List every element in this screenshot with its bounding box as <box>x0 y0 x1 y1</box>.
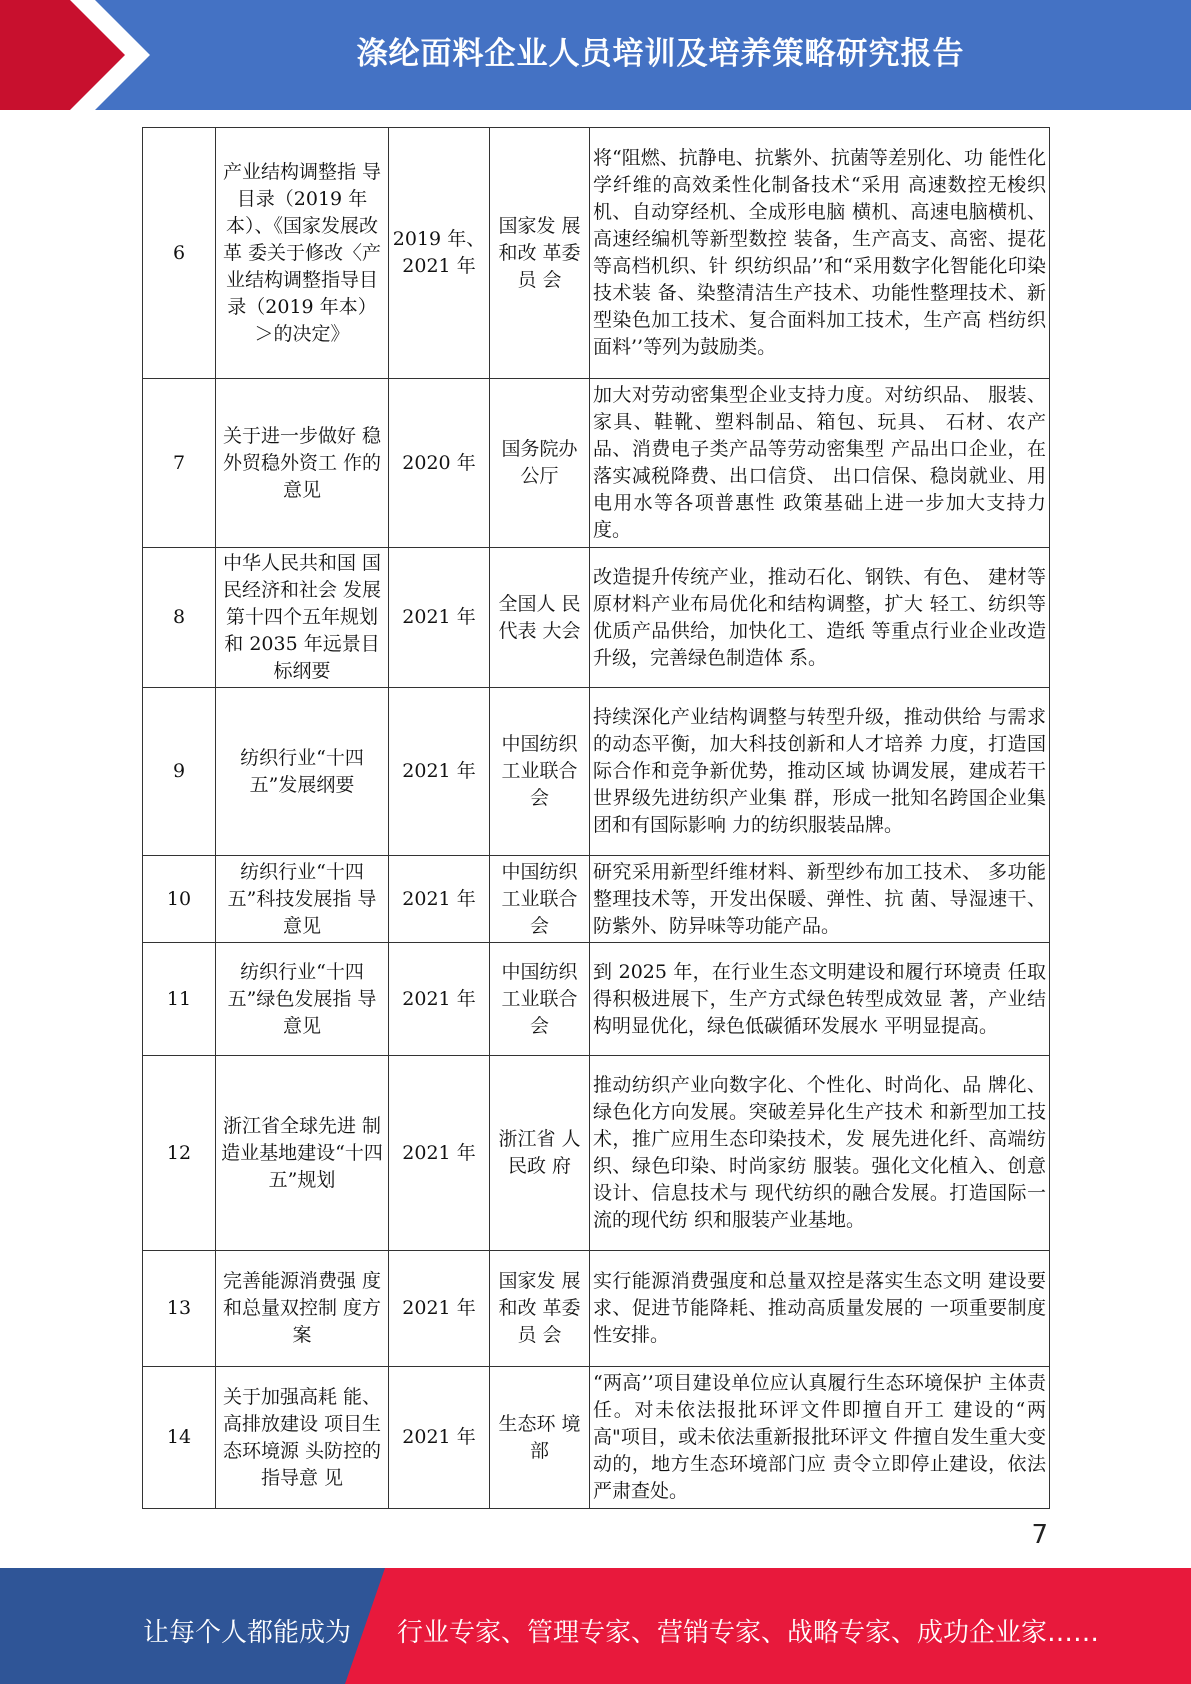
policy-issuer: 中国纺织工业联合会 <box>490 856 590 943</box>
policy-issuer: 国务院办公厅 <box>490 379 590 548</box>
table-row <box>143 379 1050 548</box>
footer-slogan-right: 行业专家、管理专家、营销专家、战略专家、成功企业家…… <box>397 1618 1100 1648</box>
row-number: 11 <box>143 943 216 1056</box>
table-row <box>143 1367 1050 1509</box>
policy-year: 2021 年 <box>389 856 490 943</box>
policy-issuer: 中国纺织工业联合会 <box>490 688 590 856</box>
policy-year: 2019 年、2021 年 <box>389 128 490 379</box>
table-row <box>143 856 1050 943</box>
policy-name: 完善能源消费强 度和总量双控制 度方案 <box>216 1251 389 1367</box>
policy-year: 2020 年 <box>389 379 490 548</box>
policy-content: 推动纺织产业向数字化、个性化、时尚化、品 牌化、绿色化方向发展。突破差异化生产技术 和新型加工技术，推广应用生态印染技术，发 展先进化纤、高端纺织、绿色印染、时尚家纺 服装。强化文化植入、创意设计、信息技术与 现代纺织的融合发展。打造国际一流的现代纺 织和服装产业基地。 <box>590 1056 1050 1251</box>
policy-name: 纺织行业“十四五”发展纲要 <box>216 688 389 856</box>
policy-issuer: 国家发 展和改 革委员 会 <box>490 1251 590 1367</box>
footer-slogan-left: 让每个人都能成为 <box>143 1618 352 1648</box>
policy-issuer: 全国人 民代表 大会 <box>490 548 590 688</box>
table-row <box>143 548 1050 688</box>
row-number: 13 <box>143 1251 216 1367</box>
policy-content: 将“阻燃、抗静电、抗紫外、抗菌等差别化、功 能性化学纤维的高效柔性化制备技术“采用 高速数控无梭织机、自动穿经机、全成形电脑 横机、高速电脑横机、高速经编机等新型数控 装备，生产高支、高密、提花等高档机织、针 织纺织品’’和“采用数字化智能化印染技术装 备、染整清洁生产技术、功能性整理技术、新 型染色加工技术、复合面料加工技术，生产高 档纺织面料’’等列为鼓励类。 <box>590 128 1050 379</box>
footer-banner <box>0 1568 1191 1684</box>
policy-content: “两高’’项目建设单位应认真履行生态环境保护 主体责任。对未依法报批环评文件即擅自开工 建设的“两高"项目，或未依法重新报批环评文 件擅自发生重大变动的，地方生态环境部门应 责令立即停止建设，依法严肃查处。 <box>590 1367 1050 1509</box>
row-number: 9 <box>143 688 216 856</box>
policy-name: 浙江省全球先进 制造业基地建设“十四五”规划 <box>216 1056 389 1251</box>
row-number: 7 <box>143 379 216 548</box>
row-number: 12 <box>143 1056 216 1251</box>
row-number: 8 <box>143 548 216 688</box>
policy-name: 关于加强高耗 能、高排放建设 项目生态环境源 头防控的指导意 见 <box>216 1367 389 1509</box>
header-banner <box>0 0 1191 110</box>
policy-name: 关于进一步做好 稳外贸稳外资工 作的意见 <box>216 379 389 548</box>
policy-name: 纺织行业“十四五”科技发展指 导意见 <box>216 856 389 943</box>
policy-issuer: 中国纺织工业联合会 <box>490 943 590 1056</box>
policy-issuer: 国家发 展和改 革委员 会 <box>490 128 590 379</box>
policy-name: 产业结构调整指 导目录（2019 年本）、《国家发展改革 委关于修改〈产 业结构调整指导目录（2019 年本）＞的决定》 <box>216 128 389 379</box>
row-number: 6 <box>143 128 216 379</box>
policy-year: 2021 年 <box>389 548 490 688</box>
page-number: 7 <box>1031 1520 1048 1550</box>
row-number: 10 <box>143 856 216 943</box>
policy-content: 研究采用新型纤维材料、新型纱布加工技术、 多功能整理技术等，开发出保暖、弹性、抗 菌、导湿速干、防紫外、防异味等功能产品。 <box>590 856 1050 943</box>
policy-year: 2021 年 <box>389 688 490 856</box>
policy-content: 到 2025 年，在行业生态文明建设和履行环境责 任取得积极进展下，生产方式绿色转型成效显 著，产业结构明显优化，绿色低碳循环发展水 平明显提高。 <box>590 943 1050 1056</box>
table-row <box>143 688 1050 856</box>
policy-year: 2021 年 <box>389 1367 490 1509</box>
policy-year: 2021 年 <box>389 943 490 1056</box>
policy-content: 实行能源消费强度和总量双控是落实生态文明 建设要求、促进节能降耗、推动高质量发展的 一项重要制度性安排。 <box>590 1251 1050 1367</box>
policy-table <box>142 127 1050 1509</box>
policy-content: 改造提升传统产业，推动石化、钢铁、有色、 建材等原材料产业布局优化和结构调整，扩大 轻工、纺织等优质产品供给，加快化工、造纸 等重点行业企业改造升级，完善绿色制造体 系。 <box>590 548 1050 688</box>
row-number: 14 <box>143 1367 216 1509</box>
policy-content: 持续深化产业结构调整与转型升级，推动供给 与需求的动态平衡，加大科技创新和人才培养 力度，打造国际合作和竞争新优势，推动区域 协调发展，建成若干世界级先进纺织产业集 群，形成一批知名跨国企业集团和有国际影响 力的纺织服装品牌。 <box>590 688 1050 856</box>
policy-year: 2021 年 <box>389 1056 490 1251</box>
table-row <box>143 943 1050 1056</box>
policy-issuer: 浙江省 人民政 府 <box>490 1056 590 1251</box>
table-row <box>143 1056 1050 1251</box>
policy-name: 中华人民共和国 国民经济和社会 发展第十四个五年规划和 2035 年远景目标纲要 <box>216 548 389 688</box>
report-title: 涤纶面料企业人员培训及培养策略研究报告 <box>356 36 965 72</box>
policy-content: 加大对劳动密集型企业支持力度。对纺织品、 服装、家具、鞋靴、塑料制品、箱包、玩具、 石材、农产品、消费电子类产品等劳动密集型 产品出口企业，在落实减税降费、出口信贷、 出口信保、稳岗就业、用电用水等各项普惠性 政策基础上进一步加大支持力度。 <box>590 379 1050 548</box>
policy-name: 纺织行业“十四五”绿色发展指 导意见 <box>216 943 389 1056</box>
policy-issuer: 生态环 境部 <box>490 1367 590 1509</box>
table-row <box>143 1251 1050 1367</box>
table-row <box>143 128 1050 379</box>
policy-year: 2021 年 <box>389 1251 490 1367</box>
